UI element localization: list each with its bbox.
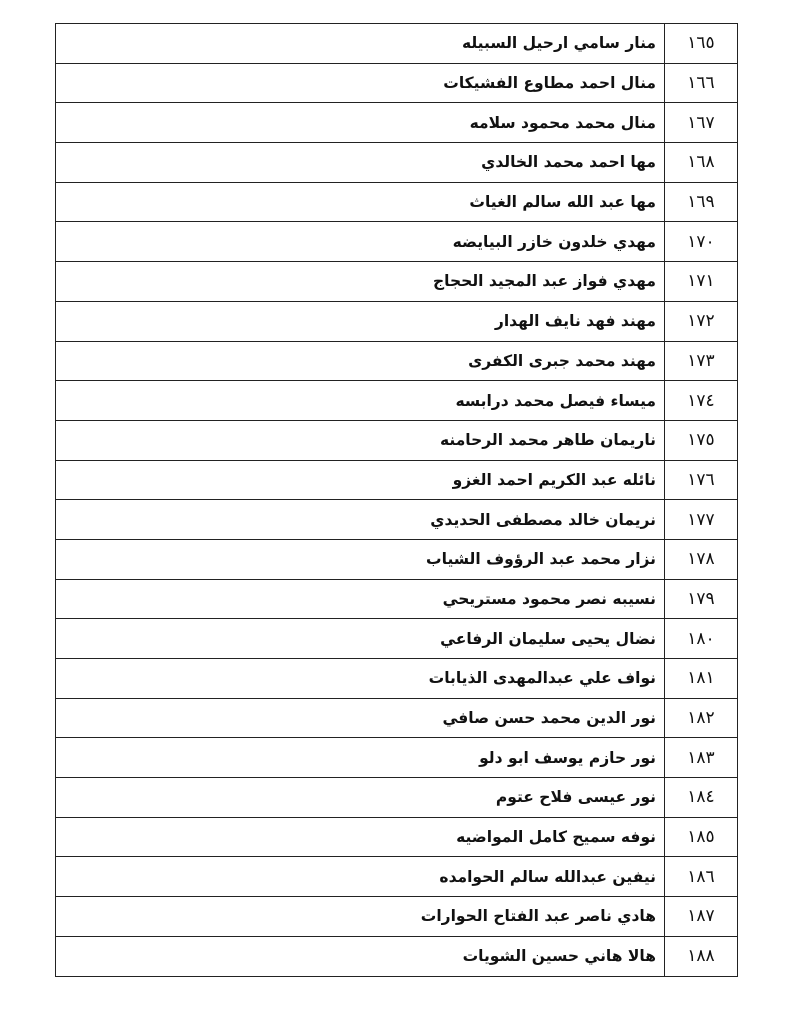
table-row [56, 500, 738, 540]
row-name: مها عبد الله سالم الغياث [56, 182, 665, 222]
row-number: ١٧٨ [665, 539, 738, 579]
table-row [56, 897, 738, 937]
names-table-body [56, 24, 738, 977]
table-row [56, 341, 738, 381]
names-table [55, 23, 738, 977]
row-number: ١٧١ [665, 262, 738, 302]
row-number: ١٨٢ [665, 698, 738, 738]
row-number: ١٨٧ [665, 897, 738, 937]
row-number: ١٨٨ [665, 936, 738, 976]
row-name: مهدي خلدون خازر البيايضه [56, 222, 665, 262]
row-number: ١٧٩ [665, 579, 738, 619]
table-row [56, 103, 738, 143]
row-name: نيفين عبدالله سالم الحوامده [56, 857, 665, 897]
row-number: ١٧٤ [665, 381, 738, 421]
row-name: نريمان خالد مصطفى الحديدي [56, 500, 665, 540]
row-number: ١٨٠ [665, 619, 738, 659]
row-name: منال احمد مطاوع الفشيكات [56, 63, 665, 103]
row-number: ١٨١ [665, 659, 738, 699]
table-row [56, 381, 738, 421]
row-name: ميساء فيصل محمد درابسه [56, 381, 665, 421]
table-row [56, 659, 738, 699]
row-number: ١٨٦ [665, 857, 738, 897]
table-row [56, 579, 738, 619]
row-name: هالا هاني حسين الشويات [56, 936, 665, 976]
table-row [56, 301, 738, 341]
row-number: ١٧٠ [665, 222, 738, 262]
row-name: مهند فهد نايف الهدار [56, 301, 665, 341]
row-number: ١٧٥ [665, 420, 738, 460]
table-row [56, 460, 738, 500]
row-name: نواف علي عبدالمهدى الذيابات [56, 659, 665, 699]
table-row [56, 539, 738, 579]
row-name: مهدي فواز عبد المجيد الحجاج [56, 262, 665, 302]
table-row [56, 817, 738, 857]
row-name: نور عيسى فلاح عتوم [56, 778, 665, 818]
row-name: نوفه سميح كامل المواضيه [56, 817, 665, 857]
table-row [56, 24, 738, 64]
row-name: ناريمان طاهر محمد الرحامنه [56, 420, 665, 460]
row-number: ١٨٤ [665, 778, 738, 818]
row-number: ١٨٣ [665, 738, 738, 778]
row-name: مهند محمد جبرى الكفرى [56, 341, 665, 381]
row-name: نضال يحيى سليمان الرفاعي [56, 619, 665, 659]
table-row [56, 619, 738, 659]
row-number: ١٦٧ [665, 103, 738, 143]
table-row [56, 857, 738, 897]
row-name: منار سامي ارحيل السبيله [56, 24, 665, 64]
table-row [56, 143, 738, 183]
row-number: ١٧٣ [665, 341, 738, 381]
row-name: منال محمد محمود سلامه [56, 103, 665, 143]
row-number: ١٧٦ [665, 460, 738, 500]
row-name: نسيبه نصر محمود مستريحي [56, 579, 665, 619]
row-number: ١٨٥ [665, 817, 738, 857]
row-name: نائله عبد الكريم احمد الغزو [56, 460, 665, 500]
table-row [56, 738, 738, 778]
row-number: ١٧٧ [665, 500, 738, 540]
row-name: نور الدين محمد حسن صافي [56, 698, 665, 738]
row-name: نور حازم يوسف ابو دلو [56, 738, 665, 778]
row-name: هادي ناصر عبد الفتاح الحوارات [56, 897, 665, 937]
row-number: ١٦٩ [665, 182, 738, 222]
row-name: نزار محمد عبد الرؤوف الشياب [56, 539, 665, 579]
row-number: ١٧٢ [665, 301, 738, 341]
row-number: ١٦٨ [665, 143, 738, 183]
table-row [56, 936, 738, 976]
table-row [56, 222, 738, 262]
table-row [56, 698, 738, 738]
table-row [56, 63, 738, 103]
row-number: ١٦٥ [665, 24, 738, 64]
table-row [56, 420, 738, 460]
row-name: مها احمد محمد الخالدي [56, 143, 665, 183]
table-row [56, 262, 738, 302]
table-row [56, 182, 738, 222]
row-number: ١٦٦ [665, 63, 738, 103]
table-row [56, 778, 738, 818]
